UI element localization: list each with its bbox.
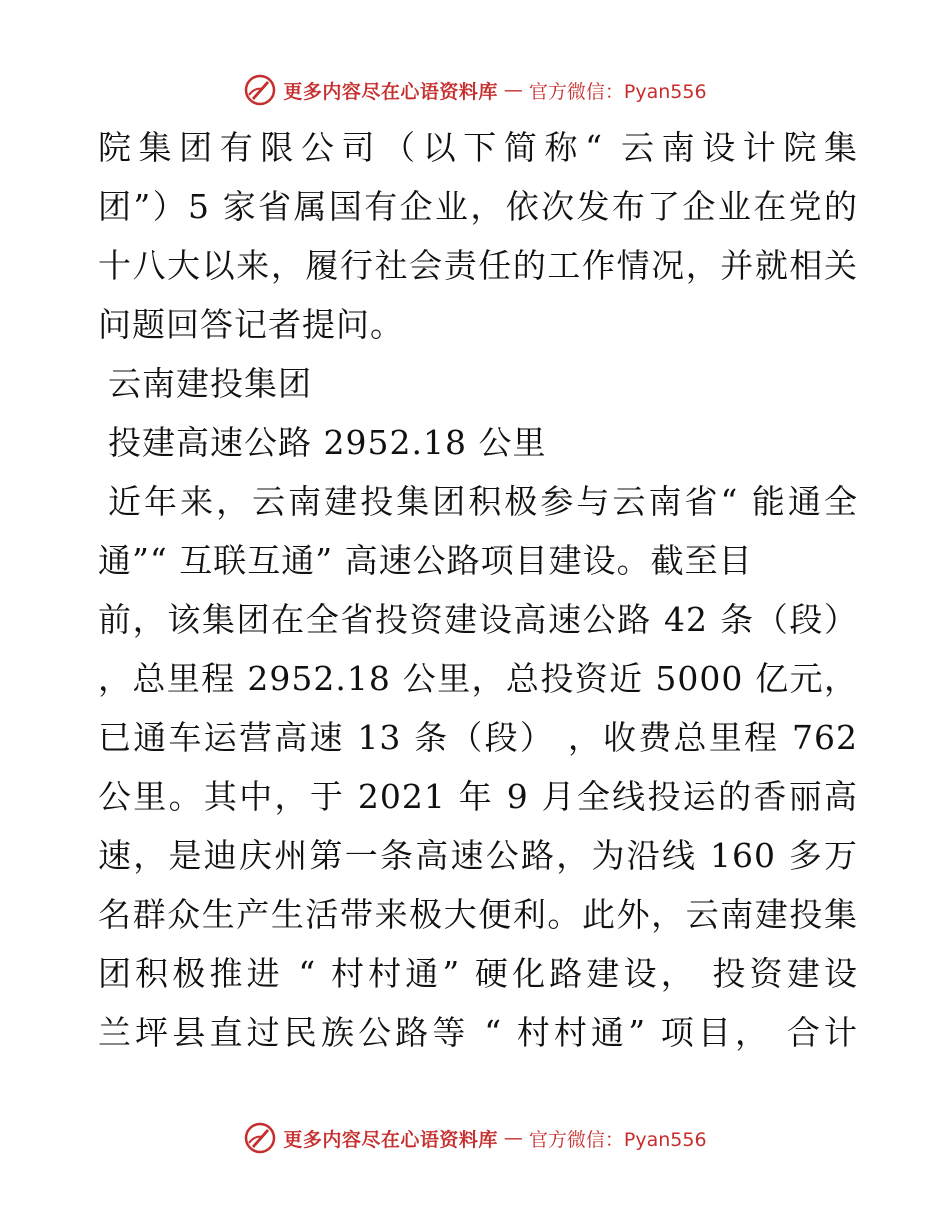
watermark-site-text: 更多内容尽在心语资料库 — [283, 80, 498, 103]
section-heading: 云南建投集团 — [108, 364, 312, 403]
header-watermark-banner — [0, 70, 950, 110]
body-line: 前，该集团在全省投资建设高速公路 42 条（段） — [98, 600, 858, 639]
watermark-site-text: 更多内容尽在心语资料库 — [283, 1128, 498, 1151]
body-line: 近年来，云南建投集团积极参与云南省“ 能通全 — [108, 482, 858, 521]
body-line: 十八大以来，履行社会责任的工作情况，并就相关 — [98, 246, 858, 285]
body-line: 问题回答记者提问。 — [98, 305, 404, 344]
document-body — [98, 118, 858, 1062]
body-line: ，总里程 2952.18 公里，总投资近 5000 亿元， — [98, 659, 858, 698]
section-subheading: 投建高速公路 2952.18 公里 — [108, 423, 547, 462]
body-line: 兰坪县直过民族公路等 “ 村村通” 项目， 合计 — [98, 1013, 858, 1052]
footer-watermark-banner — [0, 1118, 950, 1158]
watermark-wechat-text: 官方微信：Pyan556 — [528, 80, 707, 103]
body-line: 已通车运营高速 13 条（段） ，收费总里程 762 — [98, 718, 858, 757]
body-line: 院集团有限公司（以下简称“ 云南设计院集 — [98, 128, 858, 167]
quill-logo-icon — [243, 1121, 277, 1155]
body-line: 团”）5 家省属国有企业，依次发布了企业在党的 — [98, 187, 858, 226]
body-line: 速，是迪庆州第一条高速公路，为沿线 160 多万 — [98, 836, 858, 875]
body-line: 公里。其中，于 2021 年 9 月全线投运的香丽高 — [98, 777, 858, 816]
watermark-wechat-text: 官方微信：Pyan556 — [528, 1128, 707, 1151]
body-line: 名群众生产生活带来极大便利。此外，云南建投集 — [98, 895, 858, 934]
body-line: 团积极推进 “ 村村通” 硬化路建设， 投资建设 — [98, 954, 858, 993]
quill-logo-icon — [243, 73, 277, 107]
body-line: 通”“ 互联互通” 高速公路项目建设。截至目 — [98, 541, 753, 580]
watermark-separator: — — [503, 79, 523, 101]
watermark-separator: — — [503, 1127, 523, 1149]
